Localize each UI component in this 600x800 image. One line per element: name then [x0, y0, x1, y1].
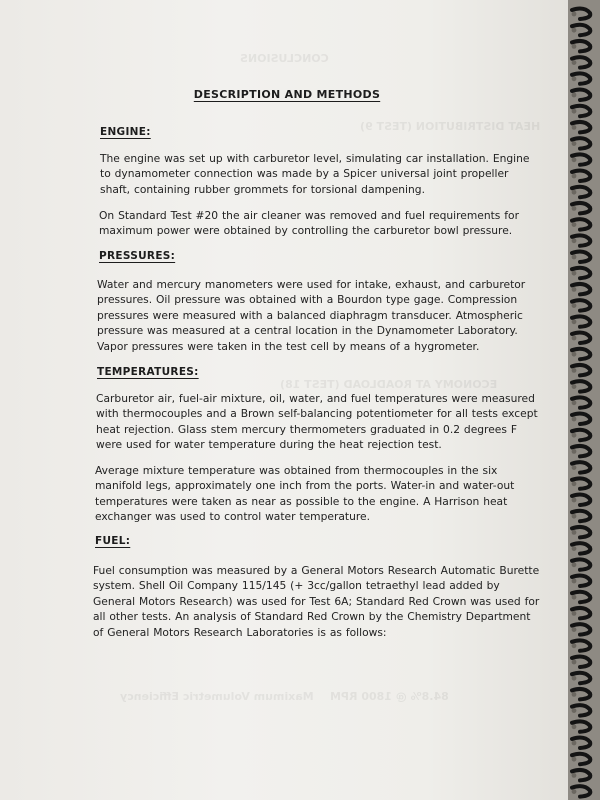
show-through-text: 84.8% @ 1800 RPM: [330, 690, 449, 703]
binding-hole: [572, 465, 577, 470]
binding-hole: [572, 546, 577, 551]
section-heading-temperatures: TEMPERATURES:: [97, 366, 199, 378]
binding-hole: [572, 708, 577, 713]
show-through-text: CONCLUSIONS: [240, 52, 329, 65]
binding-hole: [572, 724, 577, 729]
binding-hole: [572, 400, 577, 405]
binding-hole: [572, 692, 577, 697]
binding-hole: [572, 741, 577, 746]
binding-hole: [572, 319, 577, 324]
binding-hole: [572, 206, 577, 211]
binding-hole: [572, 384, 577, 389]
binding-hole: [572, 757, 577, 762]
binding-hole: [572, 789, 577, 794]
binding-hole: [572, 157, 577, 162]
binding-hole: [572, 660, 577, 665]
spiral-binding: [568, 0, 600, 800]
binding-hole: [572, 643, 577, 648]
binding-hole: [572, 627, 577, 632]
show-through-text: Maximum Volumetric Efficiency: [120, 690, 314, 703]
pressures-paragraph: Water and mercury manometers were used for intake, exhaust, and carburetor pressures. Oil pressure was obtained with a Bourdon type gage. Compression pressures were measured with a balanced diaphragm transducer. Atmospheric pressure was measured at a central location in the Dynamometer Laboratory. Vapor pressures were taken in the test cell by means of a hygrometer.: [97, 278, 526, 353]
binding-hole: [572, 287, 577, 292]
show-through-text: ECONOMY AT ROADLOAD (TEST 18): [280, 378, 498, 391]
binding-hole: [572, 530, 577, 535]
binding-hole: [572, 190, 577, 195]
binding-hole: [572, 562, 577, 567]
binding-hole: [572, 481, 577, 486]
temperatures-paragraph-1: Carburetor air, fuel-air mixture, oil, water, and fuel temperatures were measured with thermocouples and a Brown self-balancing potentiometer for all tests except heat rejection. Glass stem mercury thermometers graduated in 0.2 degrees F were used for water temperature during the heat rejection test.: [96, 392, 538, 452]
binding-hole: [572, 76, 577, 81]
engine-paragraph-2: On Standard Test #20 the air cleaner was removed and fuel requirements for maximum power were obtained by controlling the carburetor bowl pressure.: [99, 209, 519, 238]
binding-hole: [572, 579, 577, 584]
binding-hole: [572, 514, 577, 519]
binding-hole: [572, 125, 577, 130]
binding-hole: [572, 595, 577, 600]
binding-hole: [572, 174, 577, 179]
binding-hole: [572, 417, 577, 422]
binding-hole: [572, 109, 577, 114]
binding-hole: [572, 28, 577, 33]
binding-hole: [572, 44, 577, 49]
engine-paragraph-1: The engine was set up with carburetor level, simulating car installation. Engine to dynamometer connection was made by a Spicer universal joint propeller shaft, containing rubber grommets for torsional dampening.: [100, 152, 530, 196]
section-heading-engine: ENGINE:: [100, 126, 151, 138]
binding-hole: [572, 676, 577, 681]
section-heading-fuel: FUEL:: [95, 535, 131, 547]
show-through-text: HEAT DISTRIBUTION (TEST 9): [360, 120, 541, 133]
fuel-paragraph: Fuel consumption was measured by a General Motors Research Automatic Burette system. Shell Oil Company 115/145 (+ 3cc/gallon tetraethyl lead added by General Motors Research) was used for Test 6A; Standard Red Crown was used for all other tests. An analysis of Standard Red Crown by the Chemistry Department of General Motors Research Laboratories is as follows:: [93, 564, 540, 639]
binding-hole: [572, 498, 577, 503]
binding-hole: [572, 12, 577, 17]
temperatures-paragraph-2: Average mixture temperature was obtained from thermocouples in the six manifold legs, approximately one inch from the ports. Water-in and water-out temperatures were taken as near as possible to the engine. A Harrison heat exchanger was used to control water temperature.: [95, 464, 515, 524]
binding-hole: [572, 141, 577, 146]
binding-hole: [572, 449, 577, 454]
binding-hole: [572, 773, 577, 778]
binding-hole: [572, 271, 577, 276]
binding-hole: [572, 222, 577, 227]
section-heading-pressures: PRESSURES:: [99, 250, 176, 262]
binding-hole: [572, 238, 577, 243]
binding-hole: [572, 93, 577, 98]
binding-hole: [572, 352, 577, 357]
page-title: DESCRIPTION AND METHODS: [193, 88, 381, 101]
binding-hole: [572, 303, 577, 308]
binding-hole: [572, 368, 577, 373]
binding-hole: [572, 433, 577, 438]
binding-hole: [572, 336, 577, 341]
binding-hole: [572, 611, 577, 616]
binding-hole: [572, 60, 577, 65]
binding-hole: [572, 255, 577, 260]
